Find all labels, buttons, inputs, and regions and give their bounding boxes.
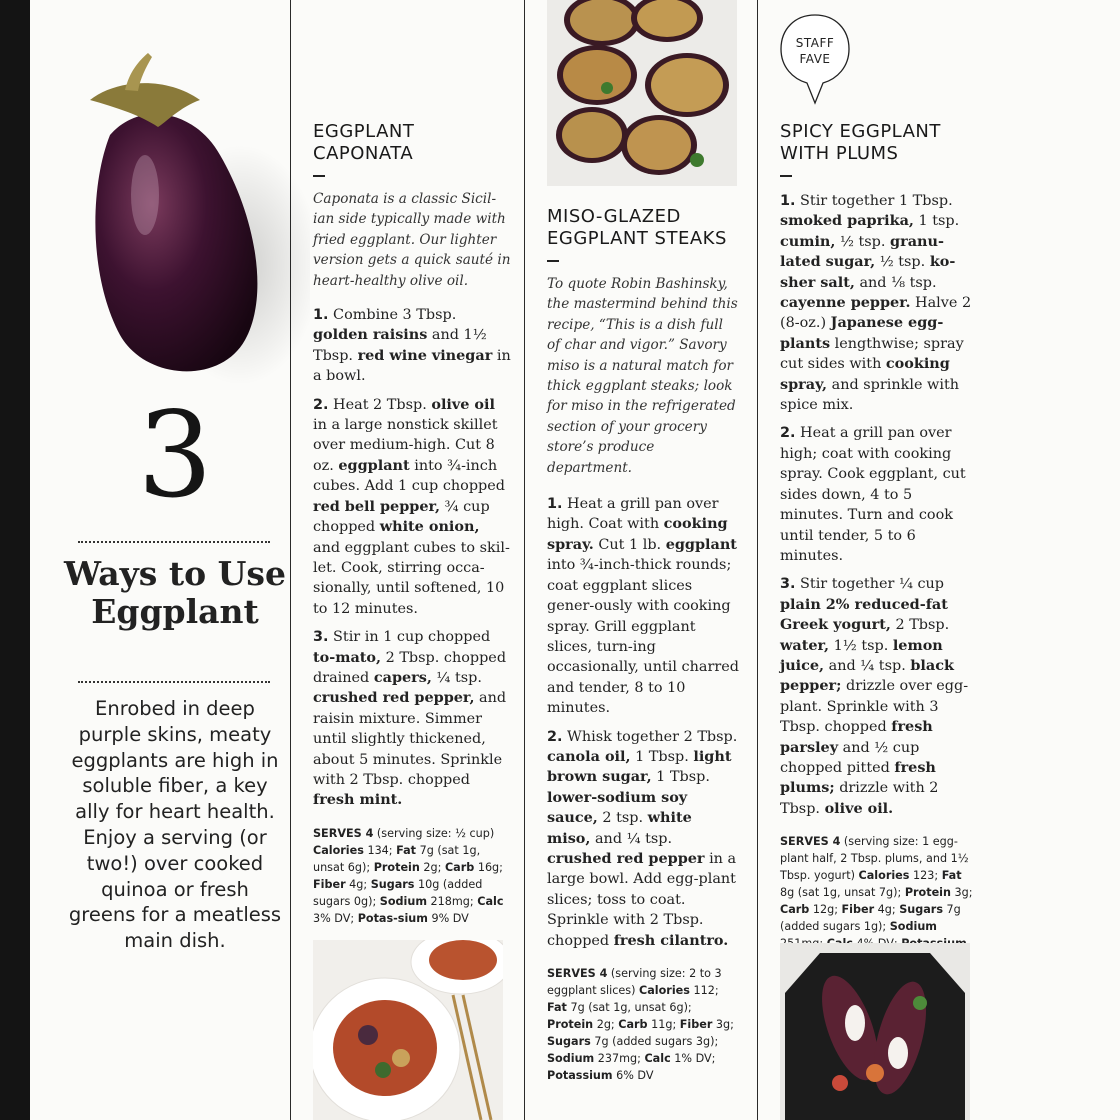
title-dash	[547, 260, 559, 262]
caponata-photo	[313, 940, 503, 1120]
recipe-intro: Caponata is a classic Sicil-ian side typically made with fried eggplant. Our lighter version gets a quick sauté in heart-healthy olive oil.	[313, 191, 511, 289]
recipe-step-2: 2. Heat 2 Tbsp. olive oil in a large nonstick skillet over medium-high. Cut 8 oz. eggplant into ¾-inch cubes. Add 1 cup chopped red bell pepper, ¾ cup chopped white onion, and eggplant cubes to skil-let. Cook, stirring occa-sionally, until softened, 10 to 12 minutes.	[313, 395, 510, 617]
recipe-step-2: 2. Heat a grill pan over high; coat with cooking spray. Cook eggplant, cut sides down, 4 to 5 minutes. Turn and cook until tender, 5 to 6 minutes.	[780, 425, 966, 564]
recipe-step-1: 1. Stir together 1 Tbsp. smoked paprika, 1 tsp. cumin, ½ tsp. granu-lated sugar, ½ tsp. ko-sher salt, and ⅛ tsp. cayenne pepper. Halve 2 (8-oz.) Japanese egg-plants lengthwise; spray cut sides with cooking spray, and sprinkle with spice mix.	[780, 193, 972, 414]
feature-heading: Ways to Use Eggplant	[64, 554, 286, 631]
recipe-caponata	[313, 121, 511, 927]
recipe-intro: To quote Robin Bashinsky, the mastermind behind this recipe, “This is a dish full of char and vigor.” Savory miso is a natural match for thick eggplant steaks; look for miso in the refrigerated section of your grocery store’s produce department.	[547, 276, 738, 476]
recipe-step-1: 1. Heat a grill pan over high. Coat with cooking spray. Cut 1 lb. eggplant into ¾-inch-thick rounds; coat eggplant slices gener-ously with cooking spray. Grill eggplant slices, turn-ing occasionally, until charred and tender, 8 to 10 minutes.	[547, 496, 739, 717]
recipe-step-1: 1. Combine 3 Tbsp. golden raisins and 1½ Tbsp. red wine vinegar in a bowl.	[313, 307, 511, 385]
recipe-title: SPICY EGGPLANT WITH PLUMS	[780, 121, 941, 164]
recipe-step-2: 2. Whisk together 2 Tbsp. canola oil, 1 Tbsp. light brown sugar, 1 Tbsp. lower-sodium soy sauce, 2 tsp. white miso, and ¼ tsp. crushed red pepper in a large bowl. Add egg-plant slices; toss to coat. Sprinkle with 2 Tbsp. chopped fresh cilantro.	[547, 728, 738, 949]
nutrition-info: SERVES 4 (serving size: 1 egg-plant half, 2 Tbsp. plums, and 1½ Tbsp. yogurt) Calories 123; Fat 8g (sat 1g, unsat 7g); Protein 3g; Carb 12g; Fiber 4g; Sugars 7g (added sugars 1g); Sodium	[780, 835, 973, 934]
nutrition-info: SERVES 4 (serving size: ½ cup) Calories 134; Fat 7g (sat 1g, unsat 6g); Protein 2g; Carb 16g; Fiber 4g; Sugars 10g (added sugars 0g); Sodium 218mg; Calc 3% DV; Potas-sium 9% DV	[313, 826, 504, 925]
recipe-step-3: 3. Stir together ¼ cup plain 2% reduced-fat Greek yogurt, 2 Tbsp. water, 1½ tsp. lemon juice, and ¼ tsp. black pepper; drizzle over egg-plant. Sprinkle with 3 Tbsp. chopped fresh parsley and ½ cup chopped pitted fresh plums; drizzle with 2 Tbsp. olive oil.	[780, 576, 969, 817]
recipe-title: EGGPLANT CAPONATA	[313, 121, 415, 164]
eggplant-photo	[70, 45, 310, 385]
miso-steaks-photo	[547, 0, 737, 186]
title-dash	[313, 175, 325, 177]
intro-text: Enrobed in deep purple skins, meaty eggplants are high in soluble fiber, a key ally for heart health. Enjoy a serving (or two!) over cooked quinoa or fresh greens for a meatless main dish.	[68, 697, 282, 953]
dotted-divider	[78, 541, 270, 543]
staff-fave-label: STAFF FAVE	[795, 36, 835, 66]
recipe-step-3: 3. Stir in 1 cup chopped to-mato, 2 Tbsp. chopped drained capers, ¼ tsp. crushed red pepper, and raisin mixture. Simmer until slightly thickened, about 5 minutes. Sprinkle with 2 Tbsp. chopped fresh mint.	[313, 629, 507, 809]
recipe-plums	[780, 121, 976, 969]
feature-number: 3	[137, 386, 213, 524]
nutrition-info: SERVES 4 (serving size: 2 to 3 eggplant slices) Calories 112; Fat 7g (sat 1g, unsat 6g); Protein 2g; Carb 11g; Fiber 3g; Sugars 7g (added sugars 3g); Sodium 237mg; Calc 1% DV; Potassium 6% DV	[547, 967, 734, 1082]
column-divider	[757, 0, 758, 1120]
title-dash	[780, 175, 792, 177]
recipe-miso	[547, 206, 739, 1084]
intro-column	[60, 0, 290, 1120]
column-divider	[524, 0, 525, 1120]
dotted-divider	[78, 681, 270, 683]
recipe-title: MISO-GLAZED EGGPLANT STEAKS	[547, 206, 727, 249]
page-edge	[0, 0, 30, 1120]
spicy-plums-photo	[780, 943, 970, 1120]
